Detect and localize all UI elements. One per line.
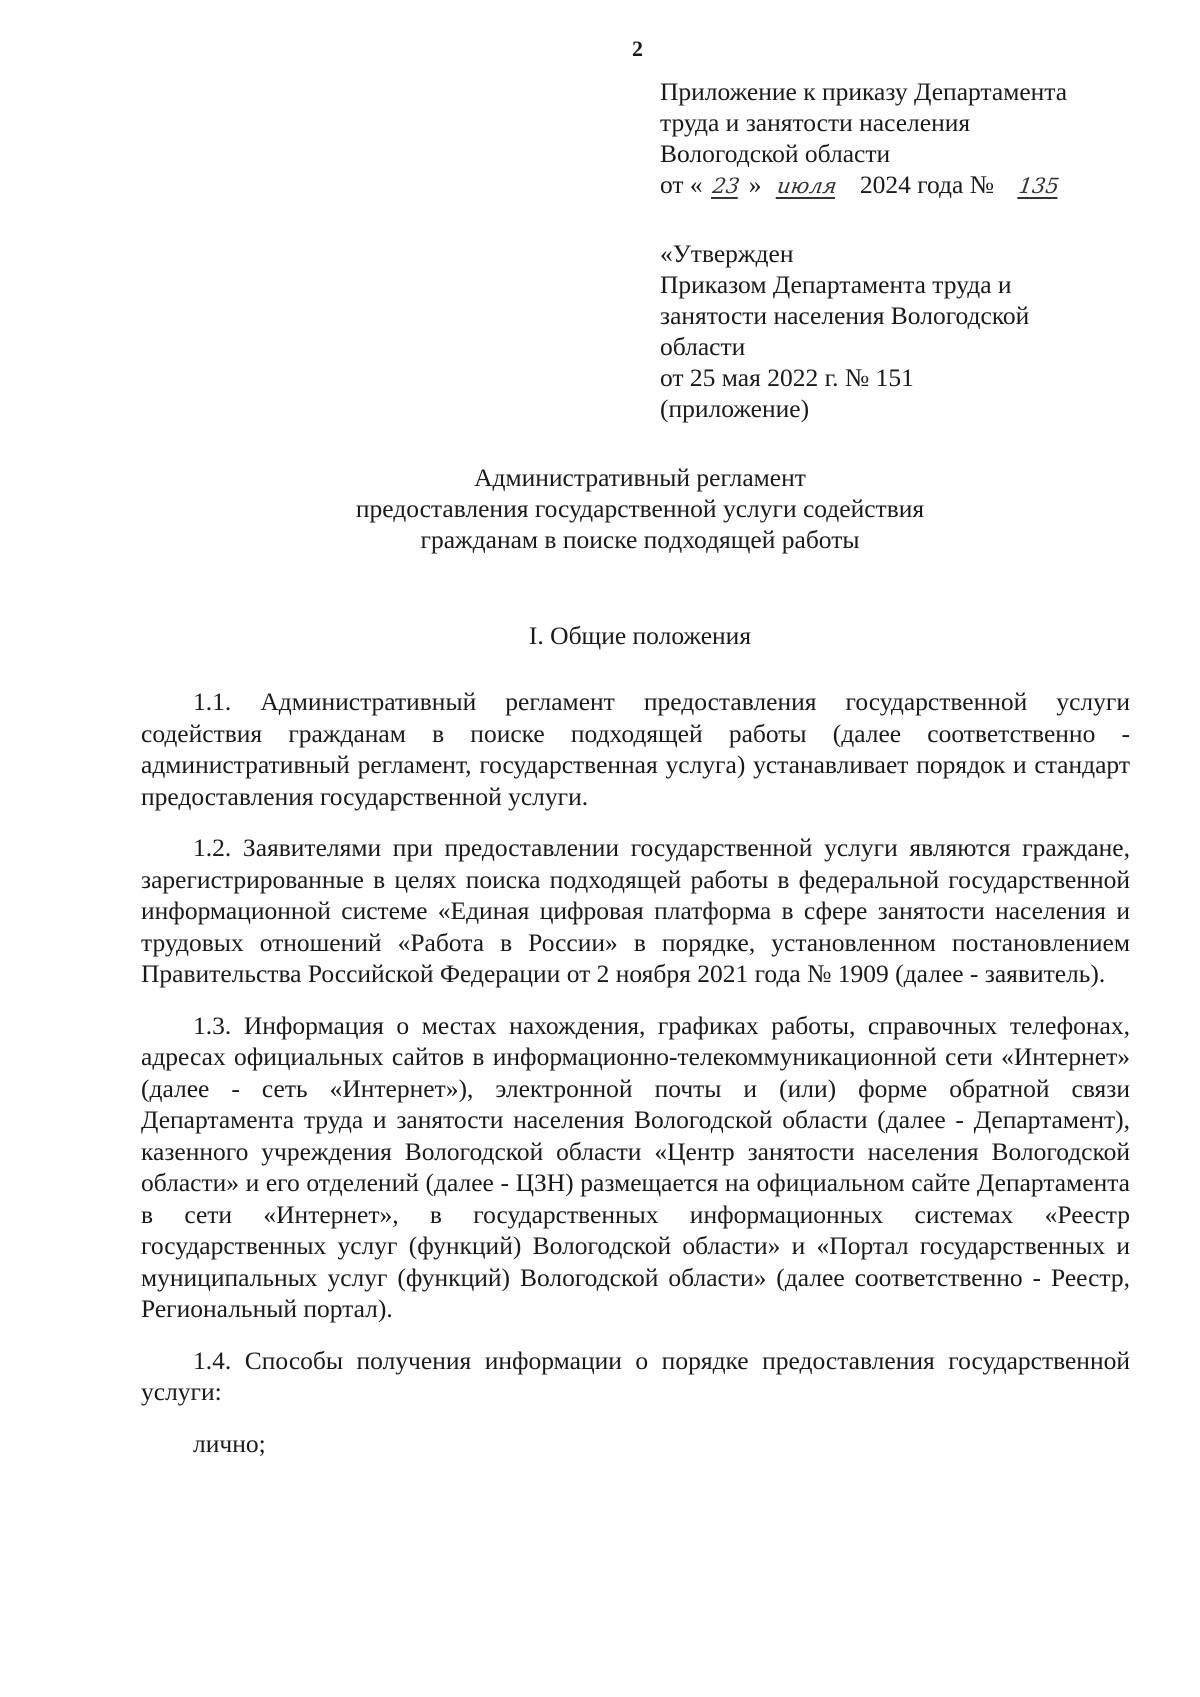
approved-line-4: области xyxy=(660,332,746,361)
approved-line-6: (приложение) xyxy=(660,394,810,423)
paragraph-1-3: 1.3. Информация о местах нахождения, графиках работы, справочных телефонах, адресах официальных сайтов в информационно-телекоммуникационной сети «Интернет» (далее - сеть «Интернет»), электронной почты и (или) форме обратной связи Департамента труда и занятости населения Вологодской области (далее - Департамент), казенного учреждения Вологодской области «Центр занятости населения Вологодской области» и его отделений (далее - ЦЗН) размещается на официальном сайте Департамента в сети «Интернет», в государственных информационных системах «Реестр государственных услуг (функций) Вологодской области» и «Портал государственных и муниципальных услуг (функций) Вологодской области» (далее соответственно - Реестр, Региональный портал). xyxy=(141,1010,1130,1323)
annex-line-3: Вологодской области xyxy=(660,139,891,168)
annex-date-line xyxy=(660,169,1130,202)
date-prefix: от « xyxy=(660,170,703,199)
page-number: 2 xyxy=(632,36,643,61)
handwritten-month: июля xyxy=(776,174,839,198)
document-title xyxy=(130,462,1150,555)
title-line-3: гражданам в поиске подходящей работы xyxy=(420,525,860,554)
date-year-text: 2024 года № xyxy=(859,170,995,199)
approved-line-5: от 25 мая 2022 г. № 151 xyxy=(660,363,914,392)
annex-line-2: труда и занятости населения xyxy=(660,108,971,137)
annex-header xyxy=(660,76,1130,202)
annex-line-1: Приложение к приказу Департамента xyxy=(660,77,1068,106)
approved-header xyxy=(660,238,1130,424)
section-heading: I. Общие положения xyxy=(528,621,752,650)
title-line-1: Административный регламент xyxy=(474,463,806,492)
paragraph-1-1: 1.1. Административный регламент предоставления государственной услуги содействия гражданам в поиске подходящей работы (далее соответственно - административный регламент, государственная услуга) устанавливает порядок и стандарт предоставления государственной услуги. xyxy=(141,687,1130,811)
approved-line-3: занятости населения Вологодской xyxy=(660,301,1030,330)
document-body xyxy=(141,686,1130,1479)
paragraph-1-4: 1.4. Способы получения информации о порядке предоставления государственной услуги: xyxy=(141,1345,1130,1406)
list-item-personally: лично; xyxy=(193,1428,266,1458)
date-quote-close: » xyxy=(748,170,762,199)
title-line-2: предоставления государственной услуги содействия xyxy=(355,494,925,523)
paragraph-1-2: 1.2. Заявителями при предоставлении государственной услуги являются граждане, зарегистрированные в целях поиска подходящей работы в федеральной государственной информационной системе «Единая цифровая платформа в сфере занятости населения и трудовых отношений «Работа в России» в порядке, установленном постановлением Правительства Российской Федерации от 2 ноября 2021 года № 1909 (далее - заявитель). xyxy=(141,833,1130,988)
handwritten-day: 23 xyxy=(710,174,741,198)
approved-line-1: «Утвержден xyxy=(660,239,794,268)
approved-line-2: Приказом Департамента труда и xyxy=(660,270,1012,299)
handwritten-order-number: 135 xyxy=(1017,174,1062,198)
